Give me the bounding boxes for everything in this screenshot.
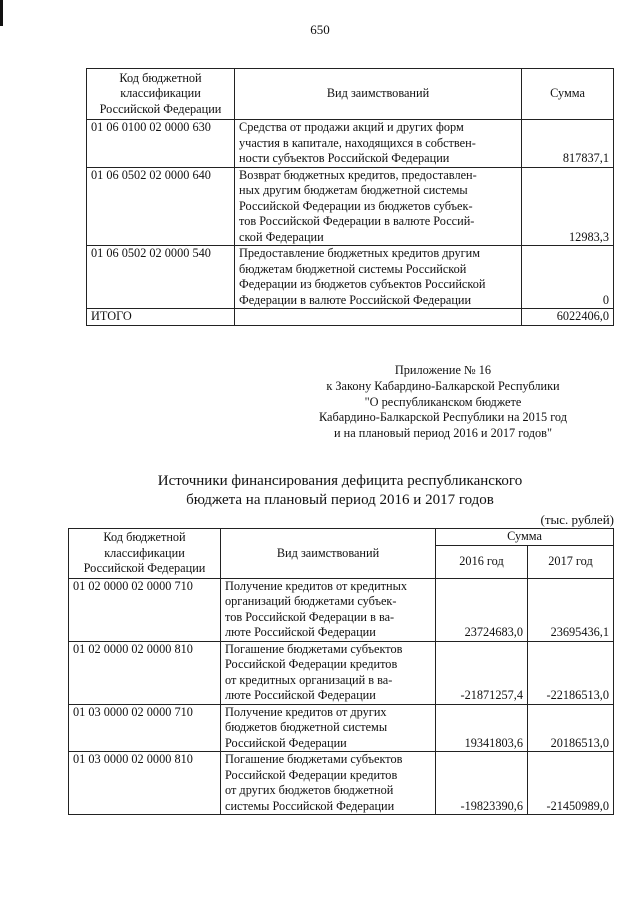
appendix-line: и на плановый период 2016 и 2017 годов" [333, 426, 553, 441]
row-value-2016: 23724683,0 [436, 578, 528, 641]
table-row [69, 578, 614, 641]
row-value-2017: -22186513,0 [528, 641, 614, 704]
row-sum: 817837,1 [522, 120, 614, 168]
header-year-2017: 2017 год [528, 545, 614, 578]
table-header-row [87, 69, 614, 120]
row-code: 01 03 0000 02 0000 810 [69, 752, 221, 815]
header-sum: Сумма [522, 69, 614, 120]
row-code: 01 06 0502 02 0000 540 [87, 246, 235, 309]
appendix-line: Приложение № 16 [394, 363, 492, 377]
row-code: 01 02 0000 02 0000 810 [69, 641, 221, 704]
header-code: Код бюджетной классификации Российской Федерации [87, 69, 235, 120]
borrowings-table-2016-2017 [68, 528, 614, 815]
appendix-heading [278, 363, 608, 442]
header-type: Вид заимствований [221, 529, 436, 579]
total-empty [235, 309, 522, 326]
appendix-line: "О республиканском бюджете [364, 394, 522, 409]
page-number: 650 [310, 22, 330, 37]
row-code: 01 06 0502 02 0000 640 [87, 167, 235, 246]
header-sum: Сумма [436, 529, 614, 546]
row-desc: Погашение бюджетами субъектов Российской Федерации кредитов от других бюджетов бюджетной системы Российской Федерации [221, 752, 436, 815]
row-code: 01 06 0100 02 0000 630 [87, 120, 235, 168]
header-code: Код бюджетной классификации Российской Федерации [69, 529, 221, 579]
row-sum: 12983,3 [522, 167, 614, 246]
row-desc: Погашение бюджетами субъектов Российской Федерации кредитов от кредитных организаций в ва- люте Российской Федерации [221, 641, 436, 704]
total-sum: 6022406,0 [522, 309, 614, 326]
table-row [87, 167, 614, 246]
total-row [87, 309, 614, 326]
table-row [87, 246, 614, 309]
title-line: Источники финансирования дефицита республиканского [157, 473, 523, 489]
row-value-2016: 19341803,6 [436, 704, 528, 752]
document-title [60, 472, 620, 510]
row-value-2016: -21871257,4 [436, 641, 528, 704]
row-desc: Средства от продажи акций и других форм участия в капитале, находящихся в собствен- ности субъектов Российской Федерации [235, 120, 522, 168]
units-label: (тыс. рублей) [540, 512, 614, 527]
header-year-2016: 2016 год [436, 545, 528, 578]
appendix-line: Кабардино-Балкарской Республики на 2015 год [319, 410, 567, 425]
row-code: 01 02 0000 02 0000 710 [69, 578, 221, 641]
row-value-2017: 23695436,1 [528, 578, 614, 641]
row-desc: Возврат бюджетных кредитов, предоставлен- ных другим бюджетам бюджетной системы Российской Федерации из бюджетов субъек- тов Российской Федерации в валюте Россий- ской Федерации [235, 167, 522, 246]
total-label: ИТОГО [87, 309, 235, 326]
table-row [69, 752, 614, 815]
row-desc: Получение кредитов от кредитных организаций бюджетами субъек- тов Российской Федерации в ва- люте Российской Федерации [221, 578, 436, 641]
table-row [69, 641, 614, 704]
row-value-2017: -21450989,0 [528, 752, 614, 815]
appendix-line: к Закону Кабардино-Балкарской Республики [326, 378, 560, 393]
row-desc: Получение кредитов от других бюджетов бюджетной системы Российской Федерации [221, 704, 436, 752]
table-row [69, 704, 614, 752]
row-desc: Предоставление бюджетных кредитов другим бюджетам бюджетной системы Российской Федерации из бюджетов субъектов Российской Федерации в валюте Российской Федерации [235, 246, 522, 309]
borrowings-table-2015 [86, 68, 614, 326]
title-line: бюджета на плановый период 2016 и 2017 годов [186, 492, 494, 508]
row-value-2016: -19823390,6 [436, 752, 528, 815]
header-type: Вид заимствований [235, 69, 522, 120]
row-code: 01 03 0000 02 0000 710 [69, 704, 221, 752]
row-sum: 0 [522, 246, 614, 309]
row-value-2017: 20186513,0 [528, 704, 614, 752]
table-header-row [69, 529, 614, 546]
table-row [87, 120, 614, 168]
